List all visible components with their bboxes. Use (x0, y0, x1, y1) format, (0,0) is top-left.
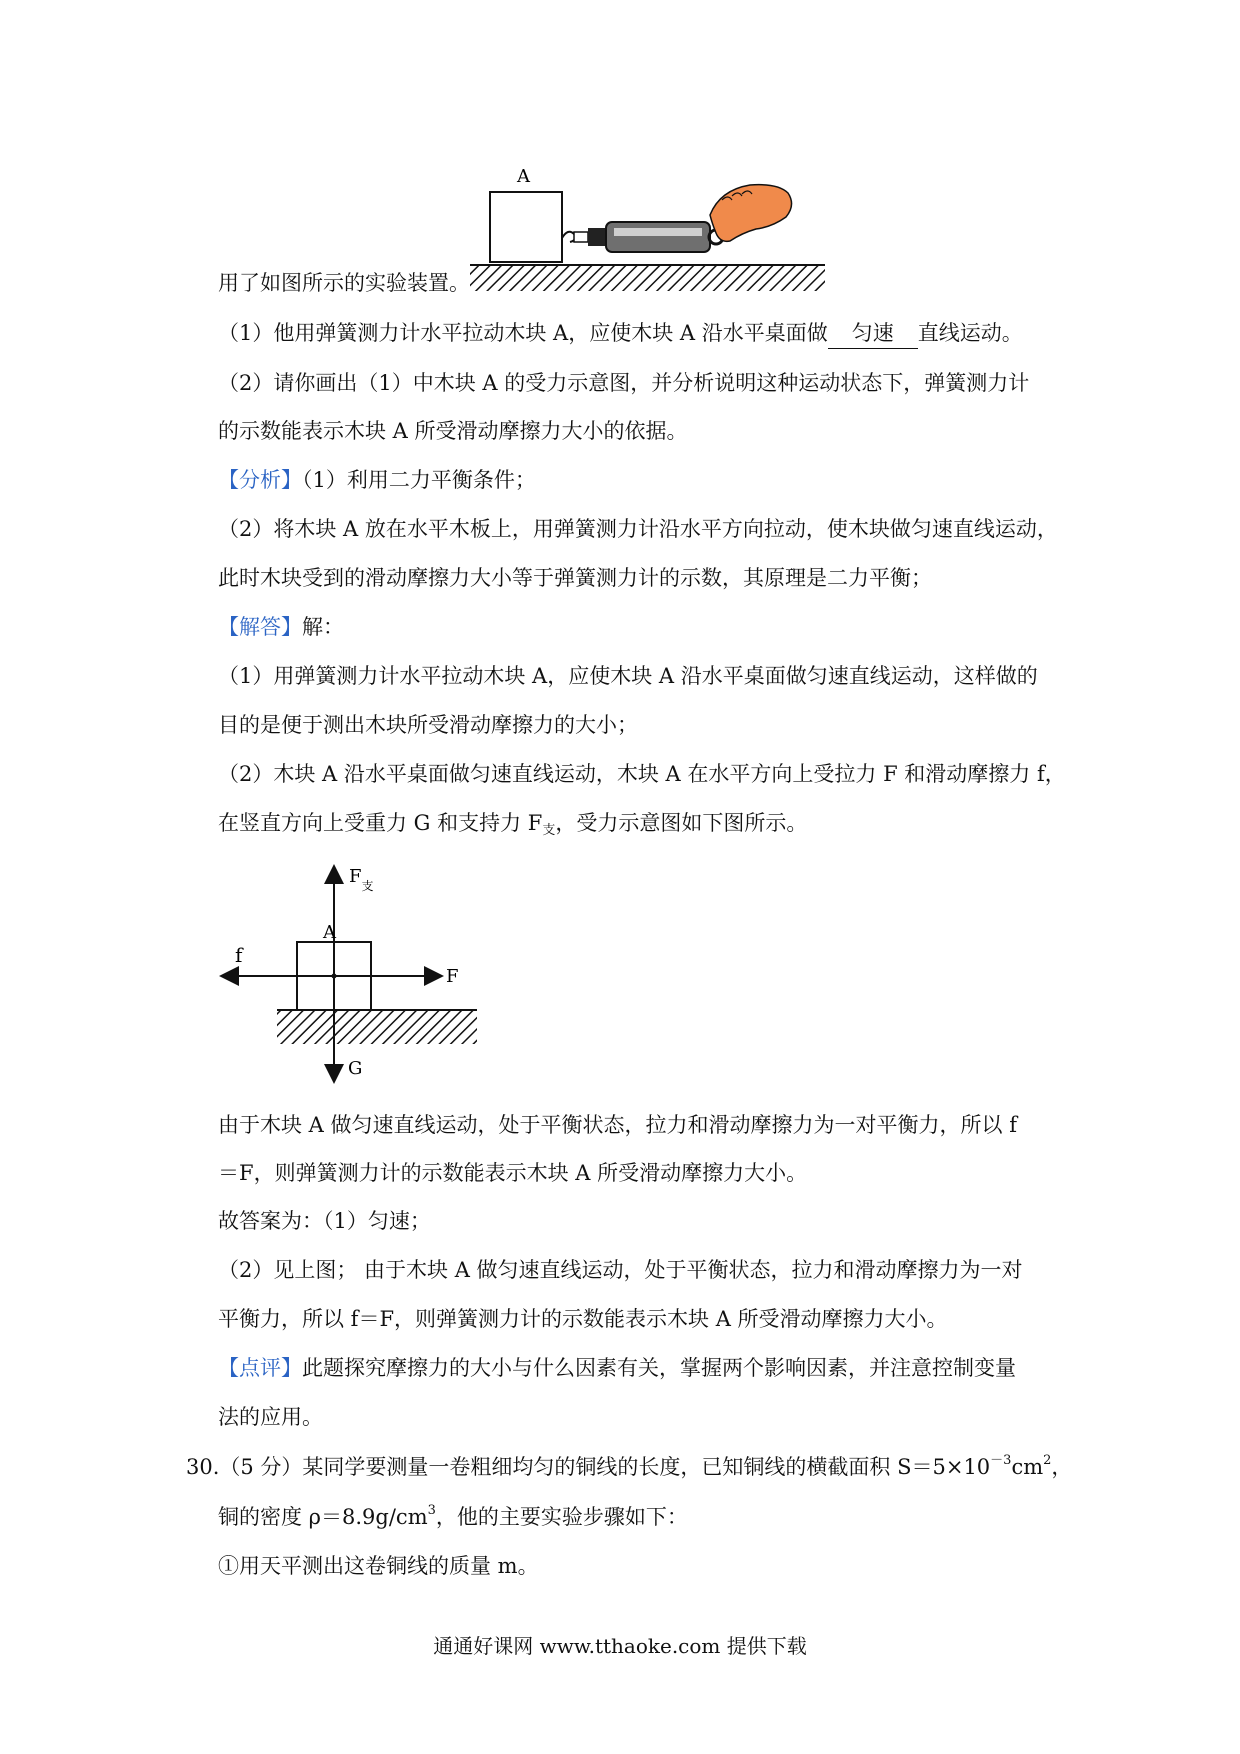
spring-scale-body (606, 222, 710, 252)
label-friction: f (235, 943, 243, 967)
answer-1-line1: （1）用弹簧测力计水平拉动木块 A，应使木块 A 沿水平桌面做匀速直线运动，这样做的 (218, 664, 1038, 688)
final-line2: （2）见上图； 由于木块 A 做匀速直线运动，处于平衡状态，拉力和滑动摩擦力为一对 (218, 1258, 1023, 1282)
question-1: （1）他用弹簧测力计水平拉动木块 A，应使木块 A 沿水平桌面做 匀速 直线运动。 (218, 318, 1023, 349)
table-surface (470, 265, 825, 291)
analysis-line2: （2）将木块 A 放在水平木板上，用弹簧测力计沿水平方向拉动，使木块做匀速直线运动， (218, 517, 1058, 541)
page-footer: 通通好课网 www.tthaoke.com 提供下载 (433, 1634, 807, 1658)
experiment-figure (470, 160, 830, 295)
analysis-line3: 此时木块受到的滑动摩擦力大小等于弹簧测力计的示数，其原理是二力平衡； (218, 566, 932, 590)
question-30-line1: 30.（5 分）某同学要测量一卷粗细均匀的铜线的长度，已知铜线的横截面积 $S=5\times 10^{-3}cm^2$， (186, 1453, 1073, 1479)
intro-text: 用了如图所示的实验装置。 (218, 271, 470, 295)
question-2-line2: 的示数能表示木块 A 所受滑动摩擦力大小的依据。 (218, 419, 688, 443)
final-line1: 故答案为：（1）匀速； (218, 1209, 431, 1233)
label-support-force: $F_支$ (349, 866, 374, 893)
comment-tag: 【点评】 (218, 1356, 302, 1380)
analysis-line1: 【分析】（1）利用二力平衡条件； (218, 468, 536, 492)
question-30-line2: 铜的密度 $\rho=8.9g/cm^3$，他的主要实验步骤如下： (218, 1503, 688, 1529)
conclusion-line1: 由于木块 A 做匀速直线运动，处于平衡状态，拉力和滑动摩擦力为一对平衡力，所以 f (218, 1113, 1017, 1137)
force-diagram (215, 860, 485, 1090)
label-pull-force: F (446, 966, 459, 987)
answer-intro: 【解答】解： (218, 615, 344, 639)
label-gravity: G (348, 1058, 363, 1079)
block-a (490, 192, 562, 262)
label-a: A (323, 922, 336, 943)
final-line3: 平衡力，所以 f＝F，则弹簧测力计的示数能表示木块 A 所受滑动摩擦力大小。 (218, 1307, 948, 1331)
comment-line2: 法的应用。 (218, 1405, 323, 1429)
analysis-tag: 【分析】 (218, 468, 302, 492)
block-a-label: A (517, 166, 530, 187)
answer-1-line2: 目的是便于测出木块所受滑动摩擦力的大小； (218, 713, 638, 737)
question-30-step1: ①用天平测出这卷铜线的质量 m。 (218, 1554, 539, 1578)
answer-tag: 【解答】 (218, 615, 302, 639)
question-2-line1: （2）请你画出（1）中木块 A 的受力示意图，并分析说明这种运动状态下，弹簧测力计 (218, 371, 1030, 395)
answer-2-line2: 在竖直方向上受重力 G 和支持力 $F_支$，受力示意图如下图所示。 (218, 811, 808, 838)
answer-blank: 匀速 (828, 318, 918, 349)
comment-line1: 【点评】此题探究摩擦力的大小与什么因素有关，掌握两个影响因素，并注意控制变量 (218, 1356, 1016, 1380)
answer-2-line1: （2）木块 A 沿水平桌面做匀速直线运动，木块 A 在水平方向上受拉力 F 和滑动摩擦力 f， (218, 762, 1066, 786)
conclusion-line2: ＝F，则弹簧测力计的示数能表示木块 A 所受滑动摩擦力大小。 (218, 1161, 808, 1185)
ground-hatch (277, 1010, 477, 1044)
